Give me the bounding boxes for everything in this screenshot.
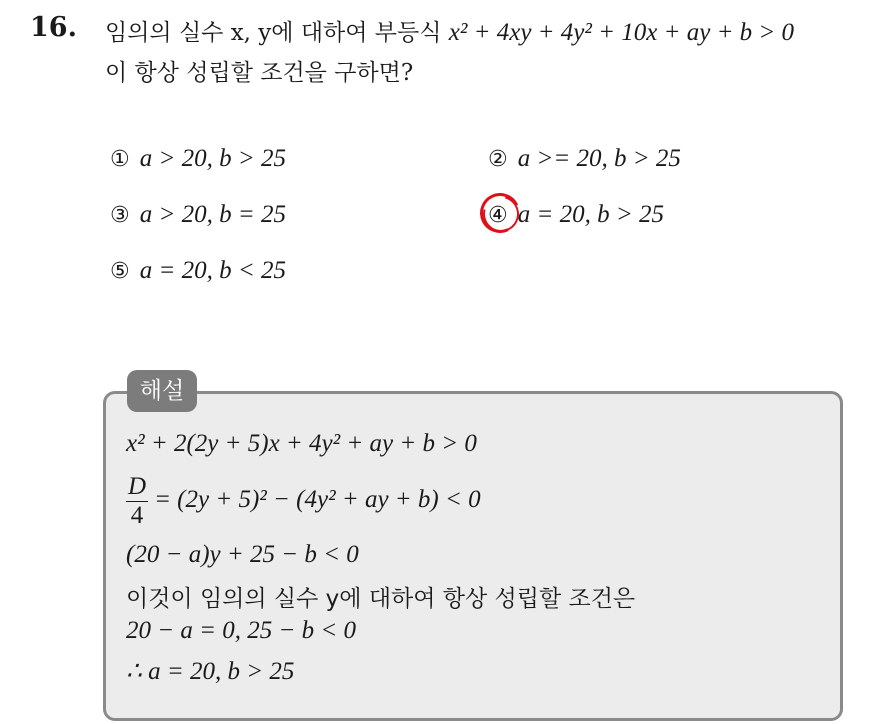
solution-line-5: 20 − a = 0, 25 − b < 0 <box>126 617 356 644</box>
choice-2[interactable] <box>488 145 681 173</box>
choice-5[interactable] <box>110 257 286 285</box>
solution-line-1: x² + 2(2y + 5)x + 4y² + ay + b > 0 <box>126 430 477 457</box>
answer-circle-mark-inner <box>476 189 525 238</box>
question-inequality: x² + 4xy + 4y² + 10x + ay + b > 0 <box>448 19 795 46</box>
question-number: 16. <box>30 12 77 43</box>
fraction-denominator: 4 <box>130 502 144 529</box>
choice-3-number: ③ <box>110 203 130 228</box>
choice-5-number: ⑤ <box>110 259 130 284</box>
fraction-numerator: D <box>128 473 147 500</box>
solution-fraction <box>126 473 148 530</box>
choice-1-number: ① <box>110 147 130 172</box>
choice-4-number: ④ <box>488 203 508 228</box>
choice-2-text: a >= 20, b > 25 <box>517 145 681 172</box>
choice-4-text: a = 20, b > 25 <box>517 201 664 228</box>
choice-3-text: a > 20, b = 25 <box>139 201 286 228</box>
question-intro: 임의의 실수 x, y에 대하여 부등식 <box>105 20 442 46</box>
choice-1[interactable] <box>110 145 286 173</box>
solution-line-4: 이것이 임의의 실수 y에 대하여 항상 성립할 조건은 <box>126 586 636 612</box>
question-line-1 <box>105 14 794 47</box>
solution-tag: 해설 <box>127 370 197 412</box>
choice-5-text: a = 20, b < 25 <box>139 257 286 284</box>
solution-line-3: (20 − a)y + 25 − b < 0 <box>126 541 359 568</box>
solution-line-2 <box>126 473 481 530</box>
choice-3[interactable] <box>110 201 286 229</box>
choice-1-text: a > 20, b > 25 <box>139 145 286 172</box>
solution-line-6: ∴ a = 20, b > 25 <box>126 658 295 685</box>
choice-2-number: ② <box>488 147 508 172</box>
solution-line-2-rest: = (2y + 5)² − (4y² + ay + b) < 0 <box>154 486 481 514</box>
question-line-2: 이 항상 성립할 조건을 구하면? <box>105 60 414 86</box>
